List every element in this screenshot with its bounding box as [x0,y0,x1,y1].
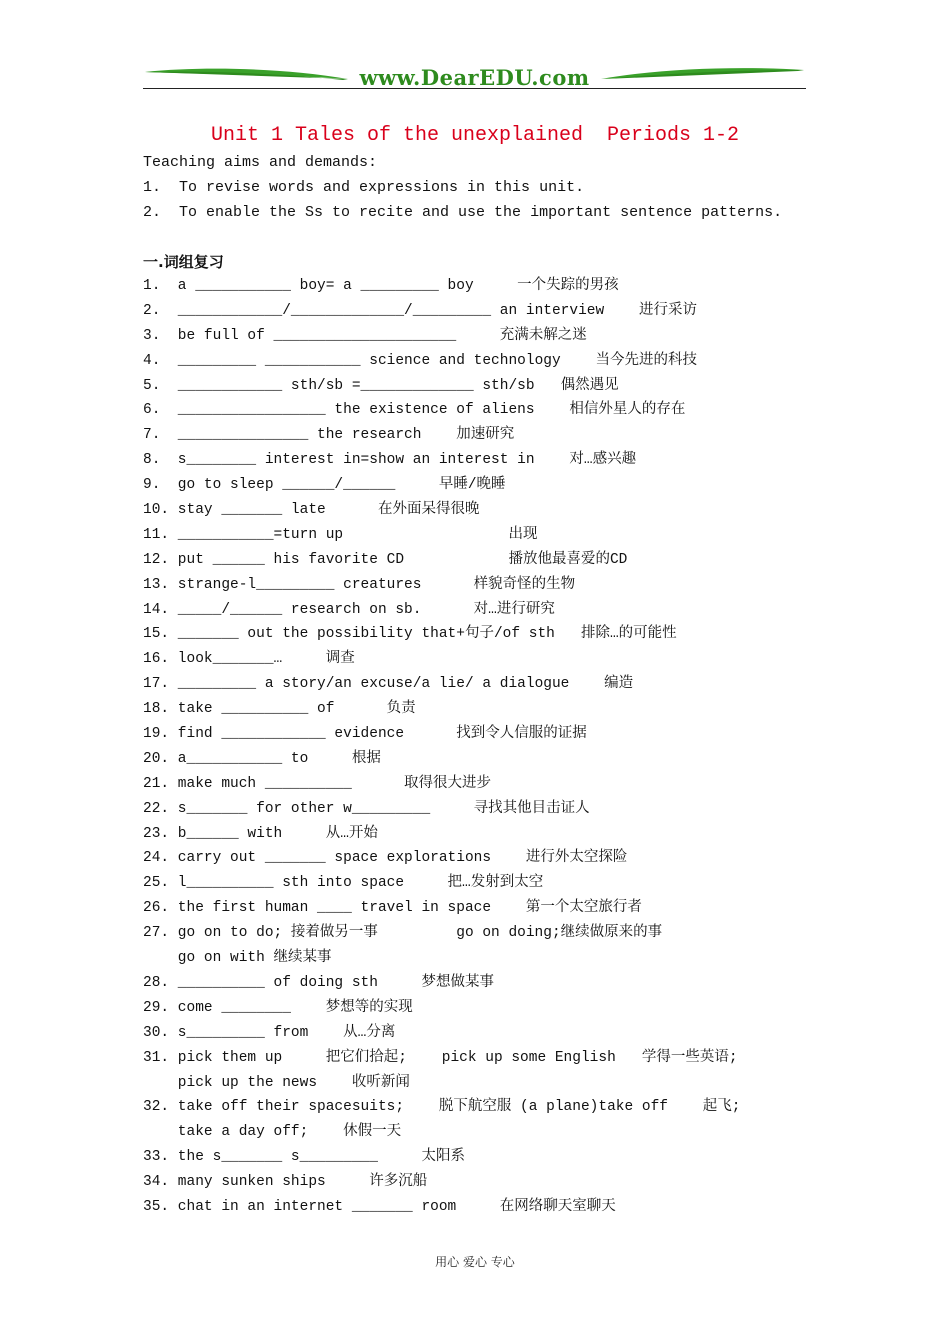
list-item: 5. ____________ sth/sb =_____________ sth/sb 偶然遇见 [143,377,619,394]
page-footer: 用心 爱心 专心 [435,1255,515,1269]
list-item: 7. _______________ the research 加速研究 [143,427,515,444]
list-item: 19. find ____________ evidence 找到令人信服的证据 [143,726,587,743]
list-item: 26. the first human ____ travel in space 第一个太空旅行者 [143,900,642,917]
list-item: 11. ___________=turn up 出现 [143,526,538,543]
list-item: 12. put ______ his favorite CD 播放他最喜爱的CD [143,551,628,568]
list-item: 25. l__________ sth into space 把…发射到太空 [143,875,544,892]
list-item: 23. b______ with 从…开始 [143,825,378,842]
list-item: 13. strange-l_________ creatures 样貌奇怪的生物 [143,576,576,593]
list-item: 14. _____/______ research on sb. 对…进行研究 [143,601,555,618]
list-item: 34. many sunken ships 许多沉船 [143,1174,428,1191]
list-item: 15. _______ out the possibility that+句子/of sth 排除…的可能性 [143,626,677,643]
list-item: 16. look_______… 调查 [143,651,355,668]
list-item: 1. a ___________ boy= a _________ boy 一个失踪的男孩 [143,278,619,294]
list-item: 22. s_______ for other w_________ 寻找其他目击证人 [143,800,590,817]
aim-item: 2. To enable the Ss to recite and use the important sentence patterns. [143,204,783,221]
section-heading: 一.词组复习 [143,253,224,271]
list-item: 28. __________ of doing sth 梦想做某事 [143,974,494,991]
list-item: take a day off; 休假一天 [143,1124,402,1141]
list-item: 30. s_________ from 从…分离 [143,1024,396,1041]
site-logo[interactable]: www.DearEDU.com [359,65,590,90]
list-item: 31. pick them up 把它们拾起; pick up some English 学得一些英语; [143,1049,738,1066]
list-item: go on with 继续某事 [143,950,332,967]
list-item: pick up the news 收听新闻 [143,1074,410,1091]
header-rule [143,88,806,89]
phrase-list [143,276,823,1222]
list-item: 2. ____________/_____________/_________ an interview 进行采访 [143,302,697,319]
aims-heading: Teaching aims and demands: [143,154,378,171]
list-item: 4. _________ ___________ science and technology 当今先进的科技 [143,352,697,369]
list-item: 21. make much __________ 取得很大进步 [143,775,492,792]
list-item: 6. _________________ the existence of aliens 相信外星人的存在 [143,402,686,419]
list-item: 27. go on to do; 接着做另一事 go on doing;继续做原来的事 [143,925,663,942]
aim-item: 1. To revise words and expressions in this unit. [143,179,585,196]
page-title: Unit 1 Tales of the unexplained Periods 1-2 [210,124,740,147]
list-item: 17. _________ a story/an excuse/a lie/ a dialogue 编造 [143,676,634,693]
list-item: 20. a___________ to 根据 [143,750,381,767]
list-item: 35. chat in an internet _______ room 在网络聊天室聊天 [143,1198,616,1215]
list-item: 33. the s_______ s_________ 太阳系 [143,1149,465,1166]
list-item: 3. be full of _____________________ 充满未解之迷 [143,327,587,344]
list-item: 29. come ________ 梦想等的实现 [143,999,413,1016]
list-item: 18. take __________ of 负责 [143,701,416,718]
list-item: 24. carry out _______ space explorations 进行外太空探险 [143,850,628,867]
list-item: 9. go to sleep ______/______ 早睡/晚睡 [143,477,506,494]
list-item: 8. s________ interest in=show an interest in 对…感兴趣 [143,452,637,469]
list-item: 10. stay _______ late 在外面呆得很晚 [143,502,480,519]
list-item: 32. take off their spacesuits; 脱下航空服 (a plane)take off 起飞; [143,1099,741,1116]
